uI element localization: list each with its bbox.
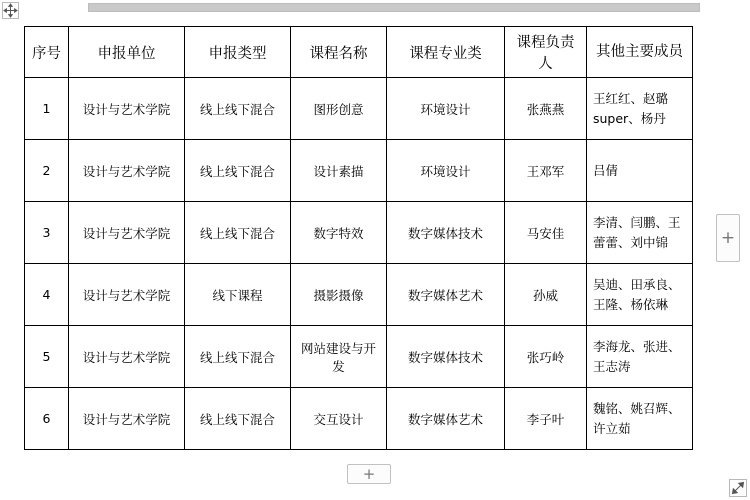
top-selection-bar[interactable] [88, 3, 700, 12]
cell-major: 数字媒体技术 [387, 326, 505, 388]
cell-leader: 王邓军 [505, 140, 587, 202]
table-row [25, 326, 693, 388]
cell-leader: 马安佳 [505, 202, 587, 264]
plus-icon: + [362, 464, 376, 483]
cell-leader: 张巧岭 [505, 326, 587, 388]
table-header-row [25, 27, 693, 78]
header-cell-leader: 课程负责人 [505, 27, 587, 78]
table-row [25, 140, 693, 202]
cell-course: 摄影摄像 [291, 264, 387, 326]
cell-type: 线上线下混合 [185, 202, 291, 264]
header-cell-course: 课程名称 [291, 27, 387, 78]
cell-major: 数字媒体艺术 [387, 388, 505, 450]
cell-members: 李海龙、张进、王志涛 [587, 326, 693, 388]
table-row [25, 202, 693, 264]
table-body [25, 78, 693, 450]
table-resize-handle[interactable] [729, 479, 747, 497]
table-move-handle[interactable] [2, 2, 19, 19]
move-cross-icon [3, 3, 18, 18]
cell-type: 线上线下混合 [185, 326, 291, 388]
course-declaration-table [24, 26, 692, 450]
table [24, 26, 693, 450]
cell-members: 吕倩 [587, 140, 693, 202]
cell-major: 数字媒体艺术 [387, 264, 505, 326]
table-row [25, 78, 693, 140]
cell-index: 6 [25, 388, 69, 450]
table-row [25, 264, 693, 326]
cell-unit: 设计与艺术学院 [69, 140, 185, 202]
cell-type: 线上线下混合 [185, 78, 291, 140]
table-header [25, 27, 693, 78]
header-cell-major: 课程专业类 [387, 27, 505, 78]
cell-unit: 设计与艺术学院 [69, 202, 185, 264]
cell-unit: 设计与艺术学院 [69, 326, 185, 388]
plus-icon: + [720, 227, 736, 248]
add-column-button[interactable] [716, 214, 740, 262]
cell-unit: 设计与艺术学院 [69, 264, 185, 326]
add-row-button[interactable] [347, 464, 391, 484]
cell-course: 数字特效 [291, 202, 387, 264]
cell-leader: 孙威 [505, 264, 587, 326]
cell-index: 1 [25, 78, 69, 140]
header-cell-type: 申报类型 [185, 27, 291, 78]
cell-unit: 设计与艺术学院 [69, 78, 185, 140]
cell-members: 魏铭、姚召辉、许立茹 [587, 388, 693, 450]
cell-index: 3 [25, 202, 69, 264]
cell-leader: 李子叶 [505, 388, 587, 450]
cell-course: 交互设计 [291, 388, 387, 450]
cell-type: 线下课程 [185, 264, 291, 326]
header-cell-unit: 申报单位 [69, 27, 185, 78]
cell-index: 2 [25, 140, 69, 202]
cell-course: 网站建设与开发 [291, 326, 387, 388]
cell-unit: 设计与艺术学院 [69, 388, 185, 450]
cell-index: 5 [25, 326, 69, 388]
cell-leader: 张燕燕 [505, 78, 587, 140]
cell-course: 设计素描 [291, 140, 387, 202]
header-cell-index: 序号 [25, 27, 69, 78]
header-cell-members: 其他主要成员 [587, 27, 693, 78]
cell-members: 王红红、赵璐super、杨丹 [587, 78, 693, 140]
cell-major: 环境设计 [387, 140, 505, 202]
cell-type: 线上线下混合 [185, 388, 291, 450]
cell-course: 图形创意 [291, 78, 387, 140]
cell-members: 李清、闫鹏、王蕾蕾、刘中锦 [587, 202, 693, 264]
resize-diagonal-icon [730, 480, 746, 496]
cell-type: 线上线下混合 [185, 140, 291, 202]
cell-major: 环境设计 [387, 78, 505, 140]
cell-major: 数字媒体技术 [387, 202, 505, 264]
cell-index: 4 [25, 264, 69, 326]
cell-members: 吴迪、田承良、王隆、杨依琳 [587, 264, 693, 326]
table-row [25, 388, 693, 450]
